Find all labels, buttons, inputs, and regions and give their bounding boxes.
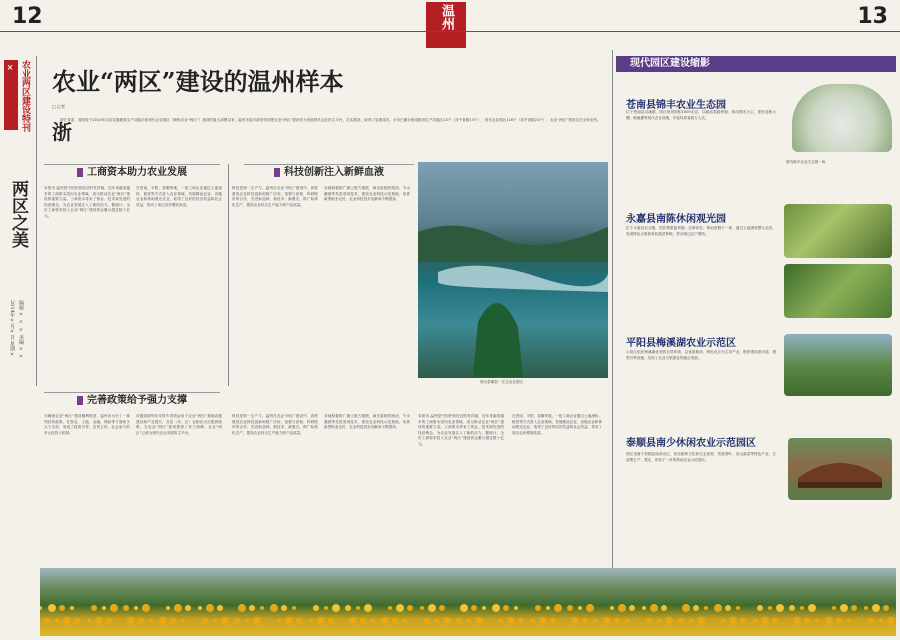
mountain-ridge	[418, 226, 608, 262]
drop-cap: 浙	[52, 120, 72, 144]
lake-farm-photo	[784, 334, 892, 396]
sunflower	[847, 619, 851, 623]
sunflower	[714, 604, 722, 612]
sunflower	[392, 618, 398, 624]
sunflower	[309, 619, 313, 623]
section-heading-tech	[244, 164, 414, 180]
lead-paragraph: 浙江省委、省政府于2010年启动实施粮食生产功能区和现代农业园区（简称农业“两区”）建设的重大部署以来，温州市委市政府坚持把农业“两区”建设作为发展现代农业的主平台，扎实推进，取得了显著成效。全市已累计建成粮食生产功能区13个（其中省级13个），现代农业园区116个（其中省级23个），农业“两区”建设走在全省前列。	[60, 118, 601, 122]
sunflower	[514, 606, 518, 610]
sunflower	[815, 619, 819, 623]
sunflower	[439, 605, 445, 611]
sunflower	[535, 605, 541, 611]
page-number-left: 12	[12, 4, 43, 29]
sunflower	[292, 606, 296, 610]
sunflower	[800, 606, 804, 610]
river-bend	[438, 266, 608, 292]
bridge-deck	[798, 482, 882, 488]
sunflower	[697, 617, 705, 625]
sunflower	[546, 606, 550, 610]
sunflower-dots	[40, 568, 896, 636]
case-title-meixihu: 平阳县梅溪湖农业示范区	[626, 338, 736, 349]
sunflower	[554, 604, 562, 612]
sunflower	[836, 618, 842, 624]
sunflower	[70, 606, 74, 610]
sunflower	[586, 604, 594, 612]
sunflower	[40, 606, 42, 610]
sunflower	[443, 617, 451, 625]
sunflower	[234, 618, 240, 624]
sunflower	[424, 618, 430, 624]
sunflower	[482, 606, 486, 610]
sunflower	[625, 619, 629, 623]
policy-text-col3: 科技是第一生产力。温州在农业“两区”建设中，高度重视农业科技创新和推广应用，加强与高校、科研院所的合作，引进新品种、新技术、新模式，推广标准化生产，提高农业综合生产能力和产品质量。	[232, 414, 318, 435]
header-rule	[0, 31, 900, 32]
sunflower	[198, 606, 202, 610]
logo-text: 温州	[439, 4, 454, 30]
sunflower	[582, 618, 588, 624]
sunflower	[217, 605, 223, 611]
sunflower	[313, 605, 319, 611]
sunflower	[471, 605, 477, 611]
sunflower	[48, 604, 56, 612]
sunflower	[872, 604, 880, 612]
covered-bridge-photo	[788, 438, 892, 500]
sunflower	[539, 617, 547, 625]
sunflower	[864, 606, 868, 610]
sunflower	[467, 619, 471, 623]
page-title: 农业“两区”建设的温州样本	[52, 67, 344, 96]
sunflower	[646, 618, 652, 624]
sunflower	[245, 619, 249, 623]
sunflower	[345, 605, 351, 611]
bridge-drawing	[788, 438, 892, 500]
right-panel-banner	[616, 56, 896, 72]
body-text-col2: 在苍南、平阳、泰顺等地，一批工商企业通过土地流转、租赁等方式进入农业领域，发展精品农业、设施农业和休闲观光农业，取得了良好的经济效益和社会效益，带动了周边农民增收致富。	[136, 186, 222, 207]
sunflower	[59, 605, 65, 611]
sunflower	[753, 619, 757, 623]
case-text-jinfeng: 位于苍南县灵溪镇，园区规划面积1000余亩，以精品果蔬种植、休闲观光为主，建有连栋大棚、喷滴灌等现代农业设施，年接待游客数万人次。	[626, 110, 776, 120]
sunflower	[661, 605, 667, 611]
sunflower	[614, 618, 620, 624]
heading-mark	[77, 168, 83, 177]
sunflower	[213, 619, 217, 623]
fruit-photo	[784, 204, 892, 258]
section-heading-capital	[44, 164, 220, 180]
sunflower	[578, 606, 582, 610]
sunflower	[776, 604, 784, 612]
sunflower	[174, 604, 182, 612]
sunflower	[499, 619, 503, 623]
sunflower	[887, 617, 895, 625]
wenzhou-logo	[426, 2, 466, 48]
sunflower	[460, 604, 468, 612]
sunflower	[851, 605, 857, 611]
sunflower	[407, 605, 413, 611]
sunflower	[253, 617, 261, 625]
sunflower	[804, 618, 810, 624]
greenhouse-photo	[792, 84, 892, 152]
sunflower	[44, 618, 50, 624]
section-heading-policy	[44, 392, 220, 408]
sunflower	[249, 605, 255, 611]
page-number-right: 13	[857, 4, 888, 29]
sunflower	[296, 618, 302, 624]
sunflower	[832, 606, 836, 610]
case-text-nanshao: 园区坐落于泰顺县南部山区，依托廊桥文化和生态优势，发展茶叶、高山蔬菜等特色产业，打造集生产、观光、体验于一体的休闲农业示范园区。	[626, 452, 776, 462]
sunflower	[238, 604, 246, 612]
policy-text-col4: 各地积极推广测土配方施肥、病虫害统防统治、节水灌溉等先进适用技术，建设农业科技示范基地，培育新型职业农民，农业科技进步贡献率不断提高。	[324, 414, 410, 430]
heading-mark	[274, 168, 280, 177]
sunflower	[793, 617, 801, 625]
sunflower	[324, 606, 328, 610]
sunflower	[127, 617, 135, 625]
sunflower	[642, 606, 646, 610]
series-tag: 两区之美	[8, 180, 28, 248]
sunflower	[202, 618, 208, 624]
sunflower	[531, 619, 535, 623]
island	[473, 303, 523, 377]
sunflower	[456, 618, 462, 624]
sunflower	[206, 604, 214, 612]
sunflower	[761, 617, 769, 625]
sunflower	[185, 605, 191, 611]
sunflower	[87, 619, 91, 623]
sunflower	[650, 604, 658, 612]
section-heading-tech-text: 科技创新注入新鲜血液	[284, 167, 384, 178]
sunflower	[693, 605, 699, 611]
sunflower	[883, 605, 889, 611]
sunflower	[332, 604, 340, 612]
case-text-nanchen: 位于永嘉县岩头镇，园区集果蔬采摘、农事体验、休闲度假于一体，通过土地流转整合农田，发展特色水果和有机蔬菜种植，带动周边农户增收。	[626, 226, 776, 236]
sunflower	[260, 606, 264, 610]
sunflower	[550, 618, 556, 624]
sunflower	[388, 606, 392, 610]
sunflower	[123, 605, 129, 611]
sunflower	[618, 604, 626, 612]
sunflower	[593, 619, 597, 623]
sunflower	[74, 618, 80, 624]
sunflower	[403, 619, 407, 623]
sunflower	[567, 605, 573, 611]
sunflower	[91, 605, 97, 611]
sunflower	[328, 618, 334, 624]
sunflower	[95, 617, 103, 625]
sunflower	[740, 618, 746, 624]
body-text-col1: 本报讯 温州是中国民营经济的发祥地，近年来越来越多的工商资本投向农业领域，成为推动农业“两区”建设的重要力量。工商资本带来了资金、技术和先进的经营理念，为农业发展注入了新的活力。据统计，全市工商资本投入农业“两区”建设资金累计超过数十亿元。	[44, 186, 130, 218]
sunflower	[166, 606, 170, 610]
sunflower	[825, 617, 833, 625]
sunflower	[571, 617, 579, 625]
case-title-nanshao: 泰顺县南少休闲农业示范园区	[626, 438, 756, 449]
sunflower	[134, 606, 138, 610]
body-text-col4: 各地积极推广测土配方施肥、病虫害统防统治、节水灌溉等先进适用技术，建设农业科技示范基地，培育新型职业农民，农业科技进步贡献率不断提高。	[324, 186, 410, 202]
sunflower	[356, 606, 360, 610]
masthead-newspaper: 农业两区建设特刊	[20, 60, 30, 132]
sunflower	[492, 604, 500, 612]
sunflower	[381, 617, 389, 625]
sunflower	[704, 606, 708, 610]
sunflower	[721, 619, 725, 623]
sunflower	[181, 619, 185, 623]
case-caption-jinfeng: 图为锦丰农业生态园一角	[786, 160, 826, 164]
sunflower	[603, 617, 611, 625]
banner-text: 现代园区建设缩影	[630, 58, 710, 69]
sunflower	[657, 619, 661, 623]
sunflower	[277, 619, 281, 623]
policy-text-col5: 本报讯 温州是中国民营经济的发祥地，近年来越来越多的工商资本投向农业领域，成为推动农业“两区”建设的重要力量。工商资本带来了资金、技术和先进的经营理念，为农业发展注入了新的活力。据统计，全市工商资本投入农业“两区”建设资金累计超过数十亿元。	[418, 414, 504, 446]
sunflower	[808, 604, 816, 612]
lake-photo-scene	[418, 162, 608, 378]
policy-text-col6: 在苍南、平阳、泰顺等地，一批工商企业通过土地流转、租赁等方式进入农业领域，发展精品农业、设施农业和休闲观光农业，取得了良好的经济效益和社会效益，带动了周边农民增收致富。	[512, 414, 602, 435]
date-line: 2014年×月×日 星期×	[9, 300, 15, 358]
case-title-nanchen: 永嘉县南陈休闲观光园	[626, 214, 726, 225]
sunflower	[138, 618, 144, 624]
sunflower	[682, 604, 690, 612]
sunflower	[55, 619, 59, 623]
lake-photo	[418, 162, 608, 378]
sunflower	[868, 618, 874, 624]
sunflower	[665, 617, 673, 625]
policy-text-col2: 市级财政每年安排专项资金用于农业“两区”基础设施建设和产业提升，各县（市、区）也相应出台配套政策，为农业“两区”建设提供了有力保障，农业“两区”已成为现代农业发展的主平台。	[136, 414, 222, 435]
sunflower	[110, 604, 118, 612]
vegetable-photo	[784, 264, 892, 318]
byline: □ 记者	[52, 104, 66, 109]
sunflower	[159, 617, 167, 625]
sunflower	[170, 618, 176, 624]
sunflower	[840, 604, 848, 612]
sunflower	[285, 617, 293, 625]
sunflower	[317, 617, 325, 625]
sunflower	[106, 618, 112, 624]
sunflower	[428, 604, 436, 612]
desk-line: 编辑 × × × 美编 × ×	[18, 300, 24, 360]
sunflower	[142, 604, 150, 612]
photo-caption: 图为泰顺县一生态农业园区	[480, 380, 524, 384]
bridge-roof	[798, 463, 882, 484]
heading-mark	[77, 396, 83, 405]
case-title-jinfeng: 苍南县锦丰农业生态园	[626, 100, 726, 111]
sunflower	[475, 617, 483, 625]
body-text-col3: 科技是第一生产力。温州在农业“两区”建设中，高度重视农业科技创新和推广应用，加强与高校、科研院所的合作，引进新品种、新技术、新模式，推广标准化生产，提高农业综合生产能力和产品质量。	[232, 186, 318, 207]
sunflower	[736, 606, 740, 610]
sunflower	[349, 617, 357, 625]
sunflower	[435, 619, 439, 623]
sunflower	[371, 619, 375, 623]
case-text-meixihu: 示范区依托梅溪湖优美的自然环境，以优质粮油、特色花卉为主导产业，配套建设游步道、观景台等设施，实现了农业与旅游业的融合发展。	[626, 350, 776, 360]
sunflower	[789, 605, 795, 611]
right-panel-divider	[612, 50, 613, 570]
sunflower	[360, 618, 366, 624]
section-heading-capital-text: 工商资本助力农业发展	[87, 167, 187, 178]
sunflower	[729, 617, 737, 625]
masthead-mark: ×	[5, 62, 15, 72]
sunflower	[364, 604, 372, 612]
section-heading-policy-text: 完善政策给予强力支撑	[87, 395, 187, 406]
policy-text-col1: 为确保农业“两区”建设顺利推进，温州市出台了一系列扶持政策，在资金、土地、金融、保险等方面给予大力支持，形成了政府引导、农民主体、社会参与的多元化投入机制。	[44, 414, 130, 435]
sunflower	[772, 618, 778, 624]
sunflower	[678, 618, 684, 624]
sunflower	[610, 606, 614, 610]
sunflower	[420, 606, 424, 610]
sunflower	[221, 617, 229, 625]
sunflower-field-photo	[40, 568, 896, 636]
sunflower	[507, 617, 515, 625]
sunflower	[281, 605, 287, 611]
sunflower	[689, 619, 693, 623]
sunflower	[768, 606, 772, 610]
sunflower	[503, 605, 509, 611]
column-divider	[228, 164, 229, 386]
sunflower	[102, 606, 106, 610]
sunflower	[270, 604, 278, 612]
sunflower	[63, 617, 71, 625]
strip-divider	[36, 56, 37, 386]
sunflower	[518, 618, 524, 624]
sunflower	[879, 619, 883, 623]
sunflower	[725, 605, 731, 611]
sunflower	[396, 604, 404, 612]
sunflower	[757, 605, 763, 611]
sunflower	[629, 605, 635, 611]
sunflower	[149, 619, 153, 623]
